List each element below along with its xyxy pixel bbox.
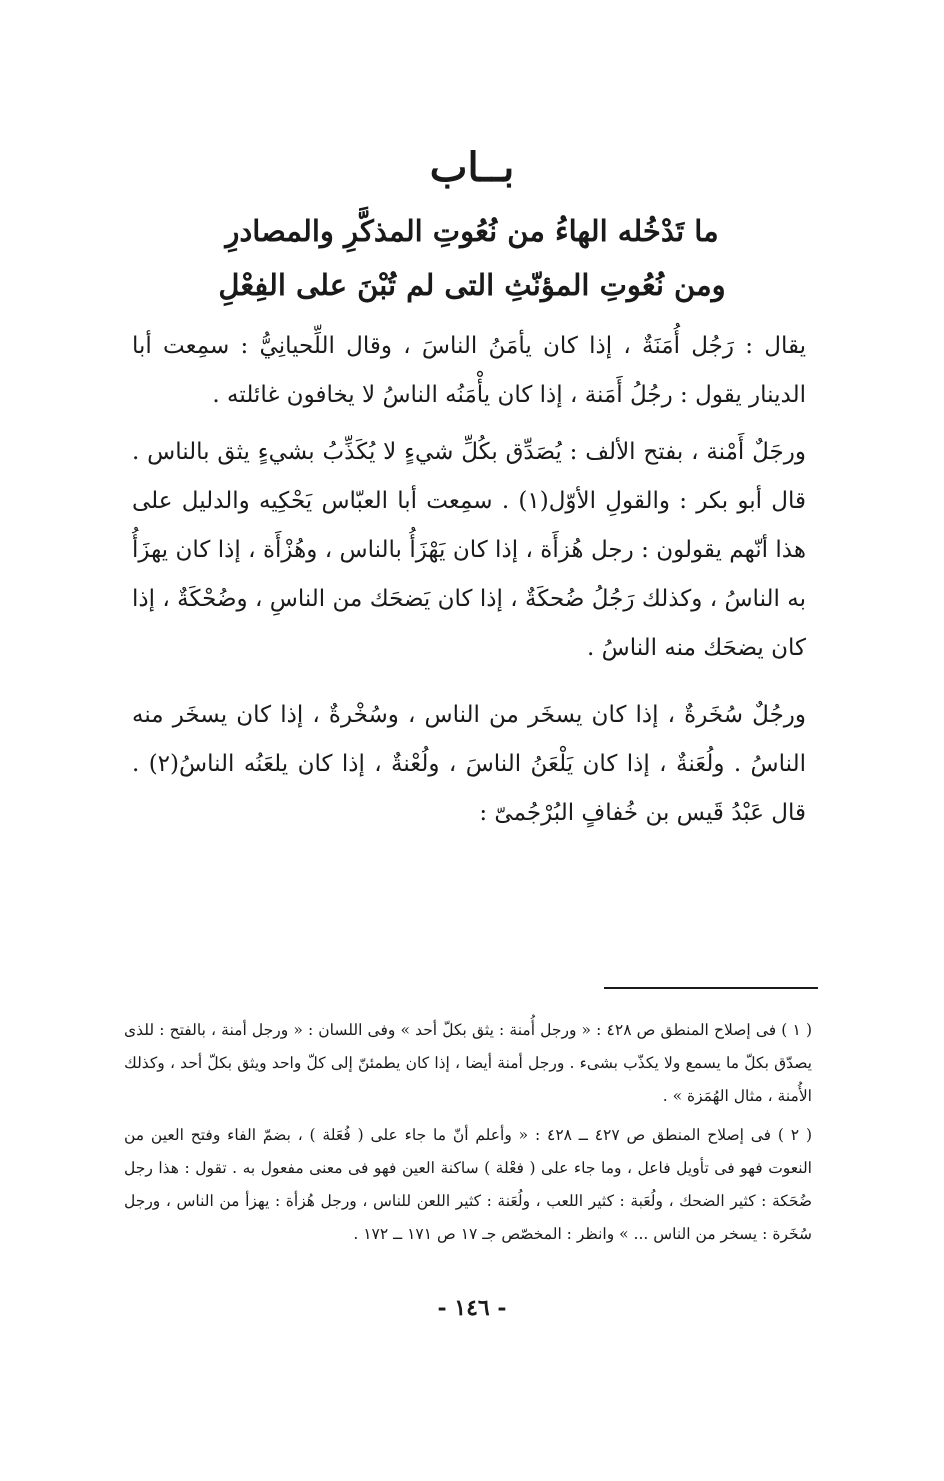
chapter-label: بــاب — [429, 144, 515, 191]
paragraph-3: ورجُلٌ سُخَرةٌ ، إذا كان يسخَر من الناس ، وسُخْرةٌ ، إذا كان يسخَر منه الناسُ . ولُعَنةٌ ، إذا كان يَلْعَنُ الناسَ ، ولُعْنةٌ ، إذا كان يلعَنُه الناسُ(٢) . قال عَبْدُ قَيس بن خُفافٍ البُرْجُمىّ : — [132, 702, 806, 826]
chapter-heading-line-1: ما تَدْخُله الهاءُ من نُعُوتِ المذكَّرِ والمصادرِ — [225, 214, 719, 248]
footnote-1: ( ١ ) فى إصلاح المنطق ص ٤٢٨ : « ورجل أُمنة : يثق بكلّ أحد » وفى اللسان : « ورجل أمنة ، بالفتح : للذى يصدّق بكلّ ما يسمع ولا يكذّب بشىء . ورجل أمنة أيضا ، إذا كان يطمئنّ إلى كلّ واحد ويثق بكلّ أحد ، وكذلك الأُمنة ، مثال الهُمَزة » . — [124, 1021, 812, 1105]
footnote-divider — [604, 987, 818, 989]
page-number: - ١٤٦ - — [437, 1295, 507, 1321]
body-text — [132, 322, 806, 838]
chapter-heading-line-2: ومن نُعُوتِ المؤنّثِ التى لم تُبْنَ على الفِعْلِ — [218, 268, 726, 302]
footnotes — [124, 1014, 812, 1251]
paragraph-1: يقال : رَجُل أُمَنَةٌ ، إذا كان يأمَنُ الناسَ ، وقال اللِّحيانِيُّ : سمِعت أبا الدينار يقول : رجُلُ أَمَنة ، إذا كان يأْمَنُه الناسُ لا يخافون غائلته . — [132, 333, 806, 408]
paragraph-2: ورجَلٌ أَمْنة ، بفتح الألف : يُصَدِّق بكُلِّ شيءٍ لا يُكَذِّبُ بشيءٍ يثق بالناس . قال أبو بكر : والقولِ الأوّل(١) . سمِعت أبا العبّاس يَحْكِيه والدليل على هذا أنّهم يقولون : رجل هُزأَة ، إذا كان يَهْزَأُ بالناس ، وهُزْأَة ، إذا كان يهزَأُ به الناسُ ، وكذلك رَجُلُ ضُحكَةٌ ، إذا كان يَضحَك من الناسِ ، وضُحْكَةٌ ، إذا كان يضحَك منه الناسُ . — [132, 439, 807, 661]
footnote-2: ( ٢ ) فى إصلاح المنطق ص ٤٢٧ ــ ٤٢٨ : « وأعلم أنّ ما جاء على ( فُعَلة ) ، بضمّ الفاء وفتح العين من النعوت فهو فى تأويل فاعل ، وما جاء على ( فعْلة ) ساكنة العين فهو فى معنى مفعول به . تقول : هذا رجل ضُحَكة : كثير الضحك ، ولُعَبة : كثير اللعب ، ولُعَنة : كثير اللعن للناس ، ورجل هُزأة : يهزأ من الناس ، ورجل سُخَرة : يسخر من الناس ... » وانظر : المخصّص جـ ١٧ ص ١٧١ ــ ١٧٢ . — [124, 1126, 812, 1243]
